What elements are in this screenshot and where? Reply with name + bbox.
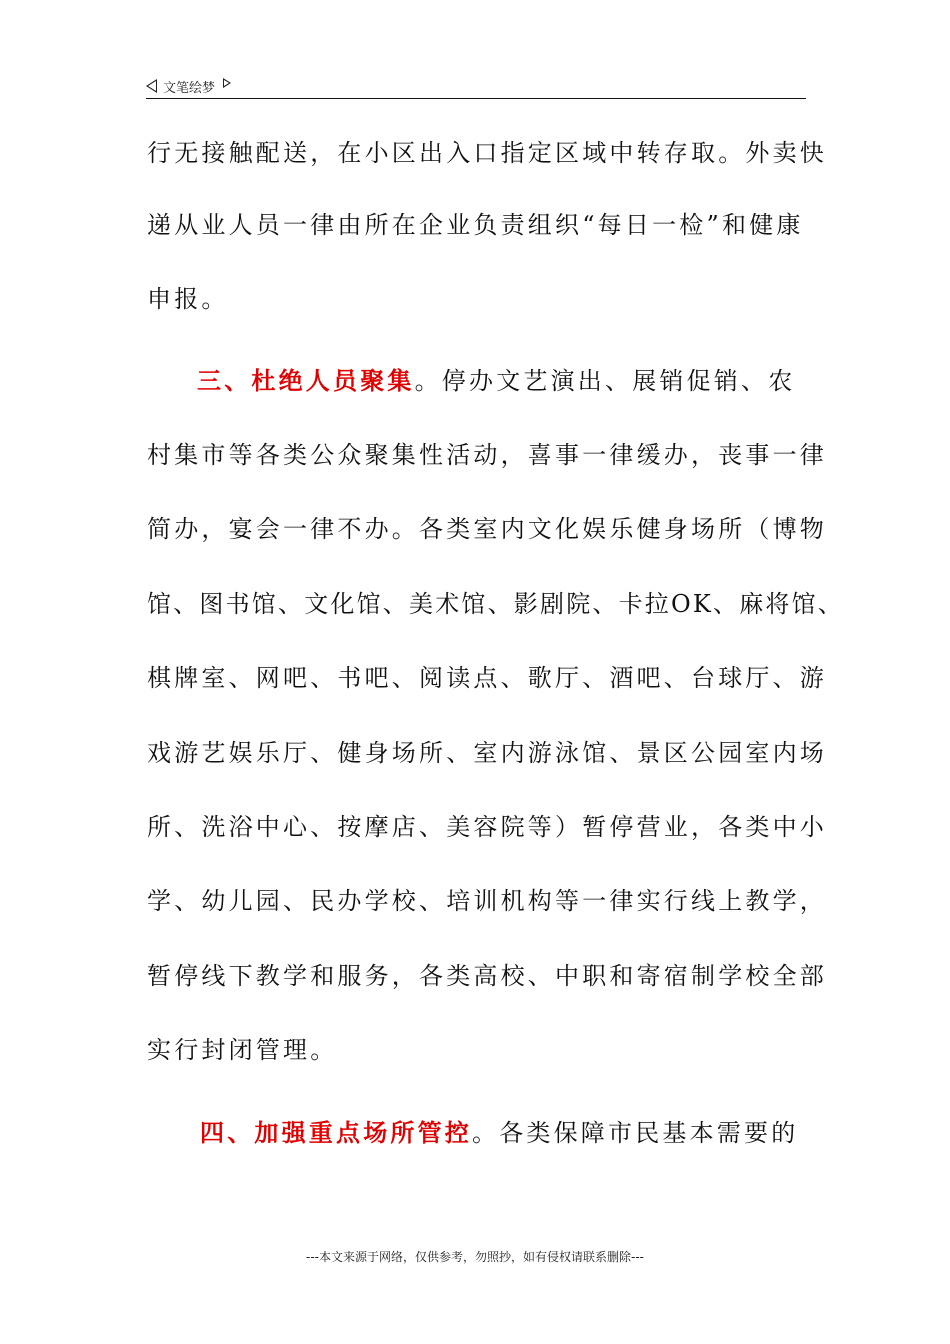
section-4-heading: 四、加强重点场所管控 (200, 1119, 472, 1147)
section-4-text: 。各类保障市民基本需要的 (472, 1119, 799, 1147)
triangle-left-icon (146, 79, 157, 93)
header-title: 文笔绘梦 (163, 80, 216, 96)
body-line: 戏游艺娱乐厅、健身场所、室内游泳馆、景区公园室内场 (147, 739, 827, 767)
body-line: 行无接触配送，在小区出入口指定区域中转存取。外卖快 (147, 139, 827, 167)
body-line: 申报。 (147, 285, 229, 313)
section-3-text: 。停办文艺演出、展销促销、农 (414, 367, 796, 395)
body-line: 所、洗浴中心、按摩店、美容院等）暂停营业，各类中小 (147, 813, 827, 841)
body-line: 学、幼儿园、民办学校、培训机构等一律实行线上教学， (147, 887, 827, 915)
body-line: 暂停线下教学和服务，各类高校、中职和寄宿制学校全部 (147, 962, 827, 990)
section-3-paragraph (197, 366, 795, 396)
section-4-paragraph (200, 1118, 798, 1148)
body-line: 递从业人员一律由所在企业负责组织“每日一检”和健康 (147, 211, 804, 239)
header-divider (146, 98, 806, 99)
body-line: 村集市等各类公众聚集性活动，喜事一律缓办，丧事一律 (147, 441, 827, 469)
page-footer: ---本文来源于网络，仅供参考，勿照抄，如有侵权请联系删除--- (306, 1250, 644, 1264)
body-line: 棋牌室、网吧、书吧、阅读点、歌厅、酒吧、台球厅、游 (147, 664, 827, 692)
triangle-right-icon (223, 78, 231, 88)
section-3-heading: 三、杜绝人员聚集 (197, 367, 415, 395)
page-header (146, 74, 806, 98)
body-line: 简办，宴会一律不办。各类室内文化娱乐健身场所（博物 (147, 515, 827, 543)
body-line: 实行封闭管理。 (147, 1036, 338, 1064)
body-line: 馆、图书馆、文化馆、美术馆、影剧院、卡拉OK、麻将馆、 (147, 590, 845, 618)
